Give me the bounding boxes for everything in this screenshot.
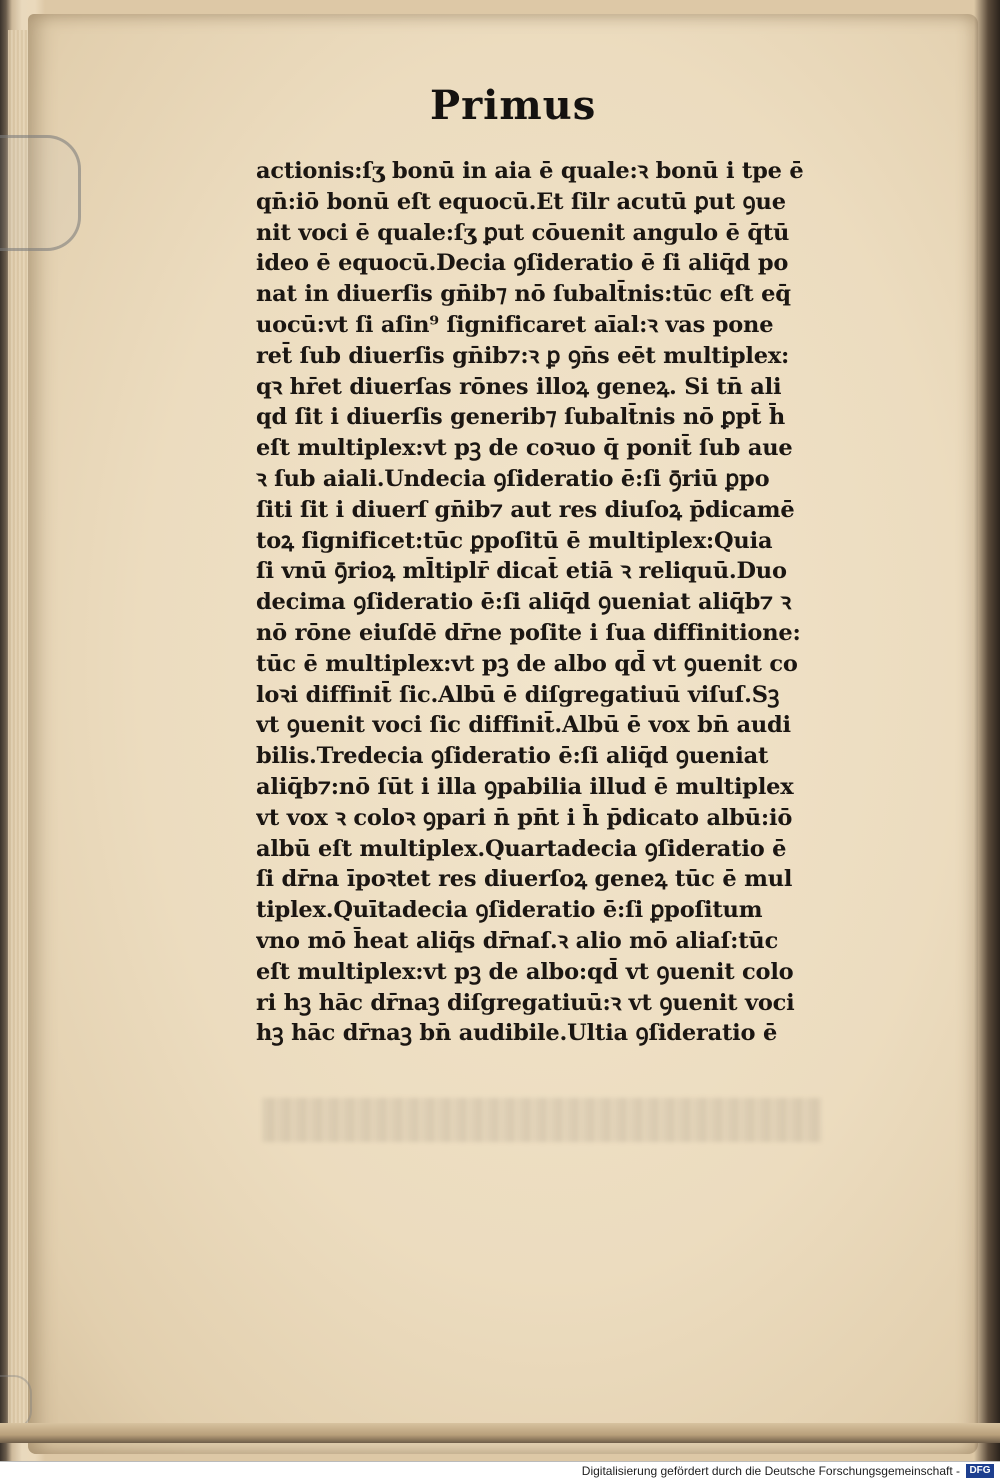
text-line: albū eſt multiplex.Quartadecia ꝯſideratio ē xyxy=(256,835,787,862)
page-heading: Primus xyxy=(430,82,597,129)
page-clip xyxy=(0,135,81,251)
text-line: actionis:ſʒ bonū in aia ē quale:ꝛ bonū i tpe ē xyxy=(256,158,804,184)
bottom-page-edge xyxy=(0,1423,1000,1443)
text-line: vt ꝯuenit voci ſic diffinit̄.Albū ē vox bn̄ audi xyxy=(256,712,791,739)
text-line: bilis.Tredecia ꝯſideratio ē:ſi aliq̄d ꝯueniat xyxy=(256,743,769,770)
page-clip-lower xyxy=(0,1375,32,1429)
text-line: qd ſit i diuerſis generib⁊ ſubalt̄nis nō ꝑpt̄ h̄ xyxy=(256,404,786,431)
text-line: ſi dr̄na īpoꝛtet res diuerſoꝝ geneꝝ tūc ē mul xyxy=(256,866,793,893)
text-line: eſt multiplex:vt pꝫ de coꝛuo q̄ ponit̄ ſub aue xyxy=(256,435,793,462)
text-line: qꝛ hr̄et diuerſas rōnes illoꝝ geneꝝ. Si tn̄ ali xyxy=(256,373,782,400)
dfg-logo-icon: DFG xyxy=(966,1464,994,1478)
text-line: hꝫ hāc dr̄naꝫ bn̄ audibile.Ultia ꝯſideratio ē xyxy=(256,1020,778,1047)
text-line: decima ꝯſideratio ē:ſi aliq̄d ꝯueniat aliq̄b⁊ ꝛ xyxy=(256,589,791,616)
text-line: ideo ē equocū.Decia ꝯſideratio ē ſi aliq̄d po xyxy=(256,250,789,277)
text-line: ſiti ſit i diuerſ gn̄ib⁊ aut res diuſoꝝ p̄dicamē xyxy=(256,496,795,523)
text-line: ri hꝫ hāc dr̄naꝫ diſgregatiuū:ꝛ vt ꝯuenit voci xyxy=(256,989,795,1016)
text-line: nō rōne eiuſdē dr̄ne poſite i ſua diffinitione: xyxy=(256,619,801,646)
text-line: toꝝ ſignificet:tūc ꝑpoſitū ē multiplex:Quia xyxy=(256,527,773,554)
text-line: vno mō h̄eat aliq̄s dr̄naſ.ꝛ alio mō aliaſ:tūc xyxy=(256,927,779,954)
show-through-text xyxy=(262,1098,822,1142)
text-line: nat in diuerſis gn̄ib⁊ nō ſubalt̄nis:tūc eſt eq̄ xyxy=(256,281,791,308)
text-line: aliq̄b⁊:nō ſūt i illa ꝯpabilia illud ē multiplex xyxy=(256,773,794,800)
text-line: ꝛ ſub aiali.Undecia ꝯſideratio ē:ſi ꝯ̄riū ꝑpo xyxy=(256,465,770,492)
text-line: qn̄:iō bonū eſt equocū.Et ſilr acutū ꝑut ꝯue xyxy=(256,188,786,215)
text-line: eſt multiplex:vt pꝫ de albo:qd̄ vt ꝯuenit colo xyxy=(256,958,794,985)
gutter-shadow xyxy=(974,0,1000,1462)
text-line: tūc ē multiplex:vt pꝫ de albo qd̄ vt ꝯuenit co xyxy=(256,650,798,677)
text-line: ret̄ ſub diuerſis gn̄ib⁊:ꝛ ꝑ ꝯn̄s eēt multiplex: xyxy=(256,342,790,369)
text-line: tiplex.Quītadecia ꝯſideratio ē:ſi ꝑpoſitum xyxy=(256,897,763,924)
text-line: vt vox ꝛ coloꝛ ꝯpari n̄ pn̄t i h̄ p̄dicato albū:iō xyxy=(256,804,793,831)
text-line: loꝛi diffinit̄ ſic.Albū ē diſgregatiuū viſuſ.Sꝫ xyxy=(256,681,780,708)
footer-credit: Digitalisierung gefördert durch die Deutsche Forschungsgemeinschaft - xyxy=(581,1464,960,1478)
text-line: nit voci ē quale:ſʒ ꝑut cōuenit angulo ē q̄tū xyxy=(256,219,790,246)
text-line: ſi vnū ꝯ̄rioꝝ ml̄tiplr̄ dicat̄ etiā ꝛ reliquū.Duo xyxy=(256,558,787,585)
text-block xyxy=(256,156,856,1049)
digitization-footer xyxy=(0,1461,1000,1481)
text-line: uocū:vt ſi aſin⁹ ſignificaret aīal:ꝛ vas pone xyxy=(256,311,774,338)
